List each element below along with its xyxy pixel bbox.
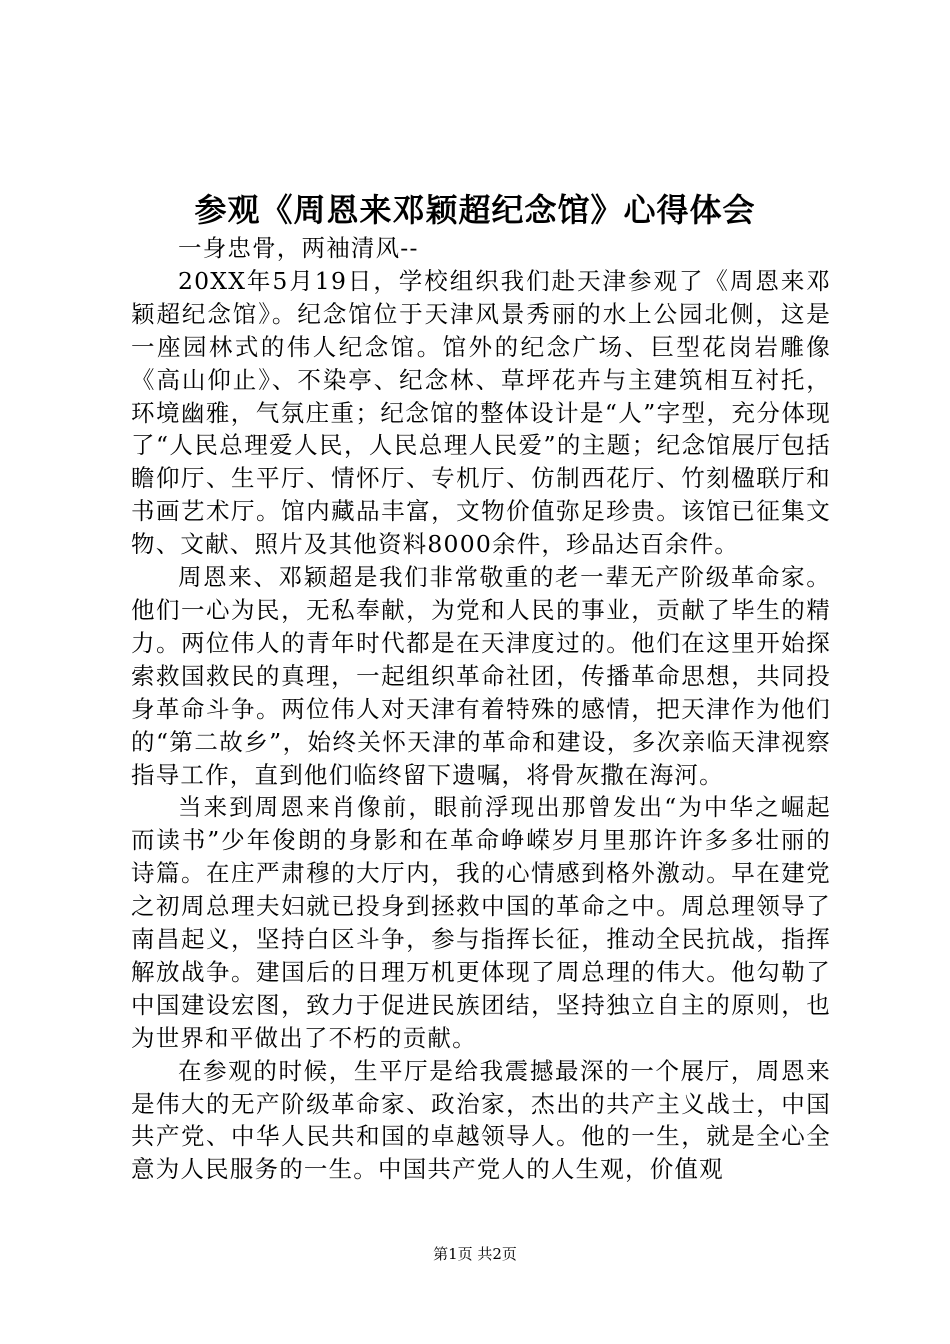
paragraph-intro: 20XX年5月19日，学校组织我们赴天津参观了《周恩来邓颖超纪念馆》。纪念馆位于天津风景秀丽的水上公园北侧，这是一座园林式的伟人纪念馆。馆外的纪念广场、巨型花岗岩雕像《高山仰止》、不染亭、纪念林、草坪花卉与主建筑相互衬托，环境幽雅，气氛庄重；纪念馆的整体设计是“人”字型，充分体现了“人民总理爱人民，人民总理人民爱”的主题；纪念馆展厅包括瞻仰厅、生平厅、情怀厅、专机厅、仿制西花厅、竹刻楹联厅和书画艺术厅。馆内藏品丰富，文物价值弥足珍贵。该馆已征集文物、文献、照片及其他资料8000余件，珍品达百余件。 <box>131 266 831 559</box>
page-number-footer: 第1页 共2页 <box>433 1245 517 1263</box>
paragraph-subtitle: 一身忠骨，两袖清风-- <box>178 234 419 262</box>
paragraph-leaders: 周恩来、邓颖超是我们非常敬重的老一辈无产阶级革命家。他们一心为民，无私奉献，为党和人民的事业，贡献了毕生的精力。两位伟人的青年时代都是在天津度过的。他们在这里开始探索救国救民的真理，一起组织革命社团，传播革命思想，共同投身革命斗争。两位伟人对天津有着特殊的感情，把天津作为他们的“第二故乡”，始终关怀天津的革命和建设，多次亲临天津视察指导工作，直到他们临终留下遗嘱，将骨灰撒在海河。 <box>131 563 831 789</box>
paragraph-hall: 在参观的时候，生平厅是给我震撼最深的一个展厅，周恩来是伟大的无产阶级革命家、政治家，杰出的共产主义战士，中国共产党、中华人民共和国的卓越领导人。他的一生，就是全心全意为人民服务的一生。中国共产党人的人生观，价值观 <box>131 1056 831 1184</box>
page-title: 参观《周恩来邓颖超纪念馆》心得体会 <box>194 191 756 229</box>
paragraph-portrait: 当来到周恩来肖像前，眼前浮现出那曾发出“为中华之崛起而读书”少年俊朗的身影和在革命峥嵘岁月里那许许多多壮丽的诗篇。在庄严肃穆的大厅内，我的心情感到格外激动。早在建党之初周总理夫妇就已投身到拯救中国的革命之中。周总理领导了南昌起义，坚持白区斗争，参与指挥长征，推动全民抗战，指挥解放战争。建国后的日理万机更体现了周总理的伟大。他勾勒了中国建设宏图，致力于促进民族团结，坚持独立自主的原则，也为世界和平做出了不朽的贡献。 <box>131 793 831 1052</box>
document-body <box>131 232 831 1186</box>
